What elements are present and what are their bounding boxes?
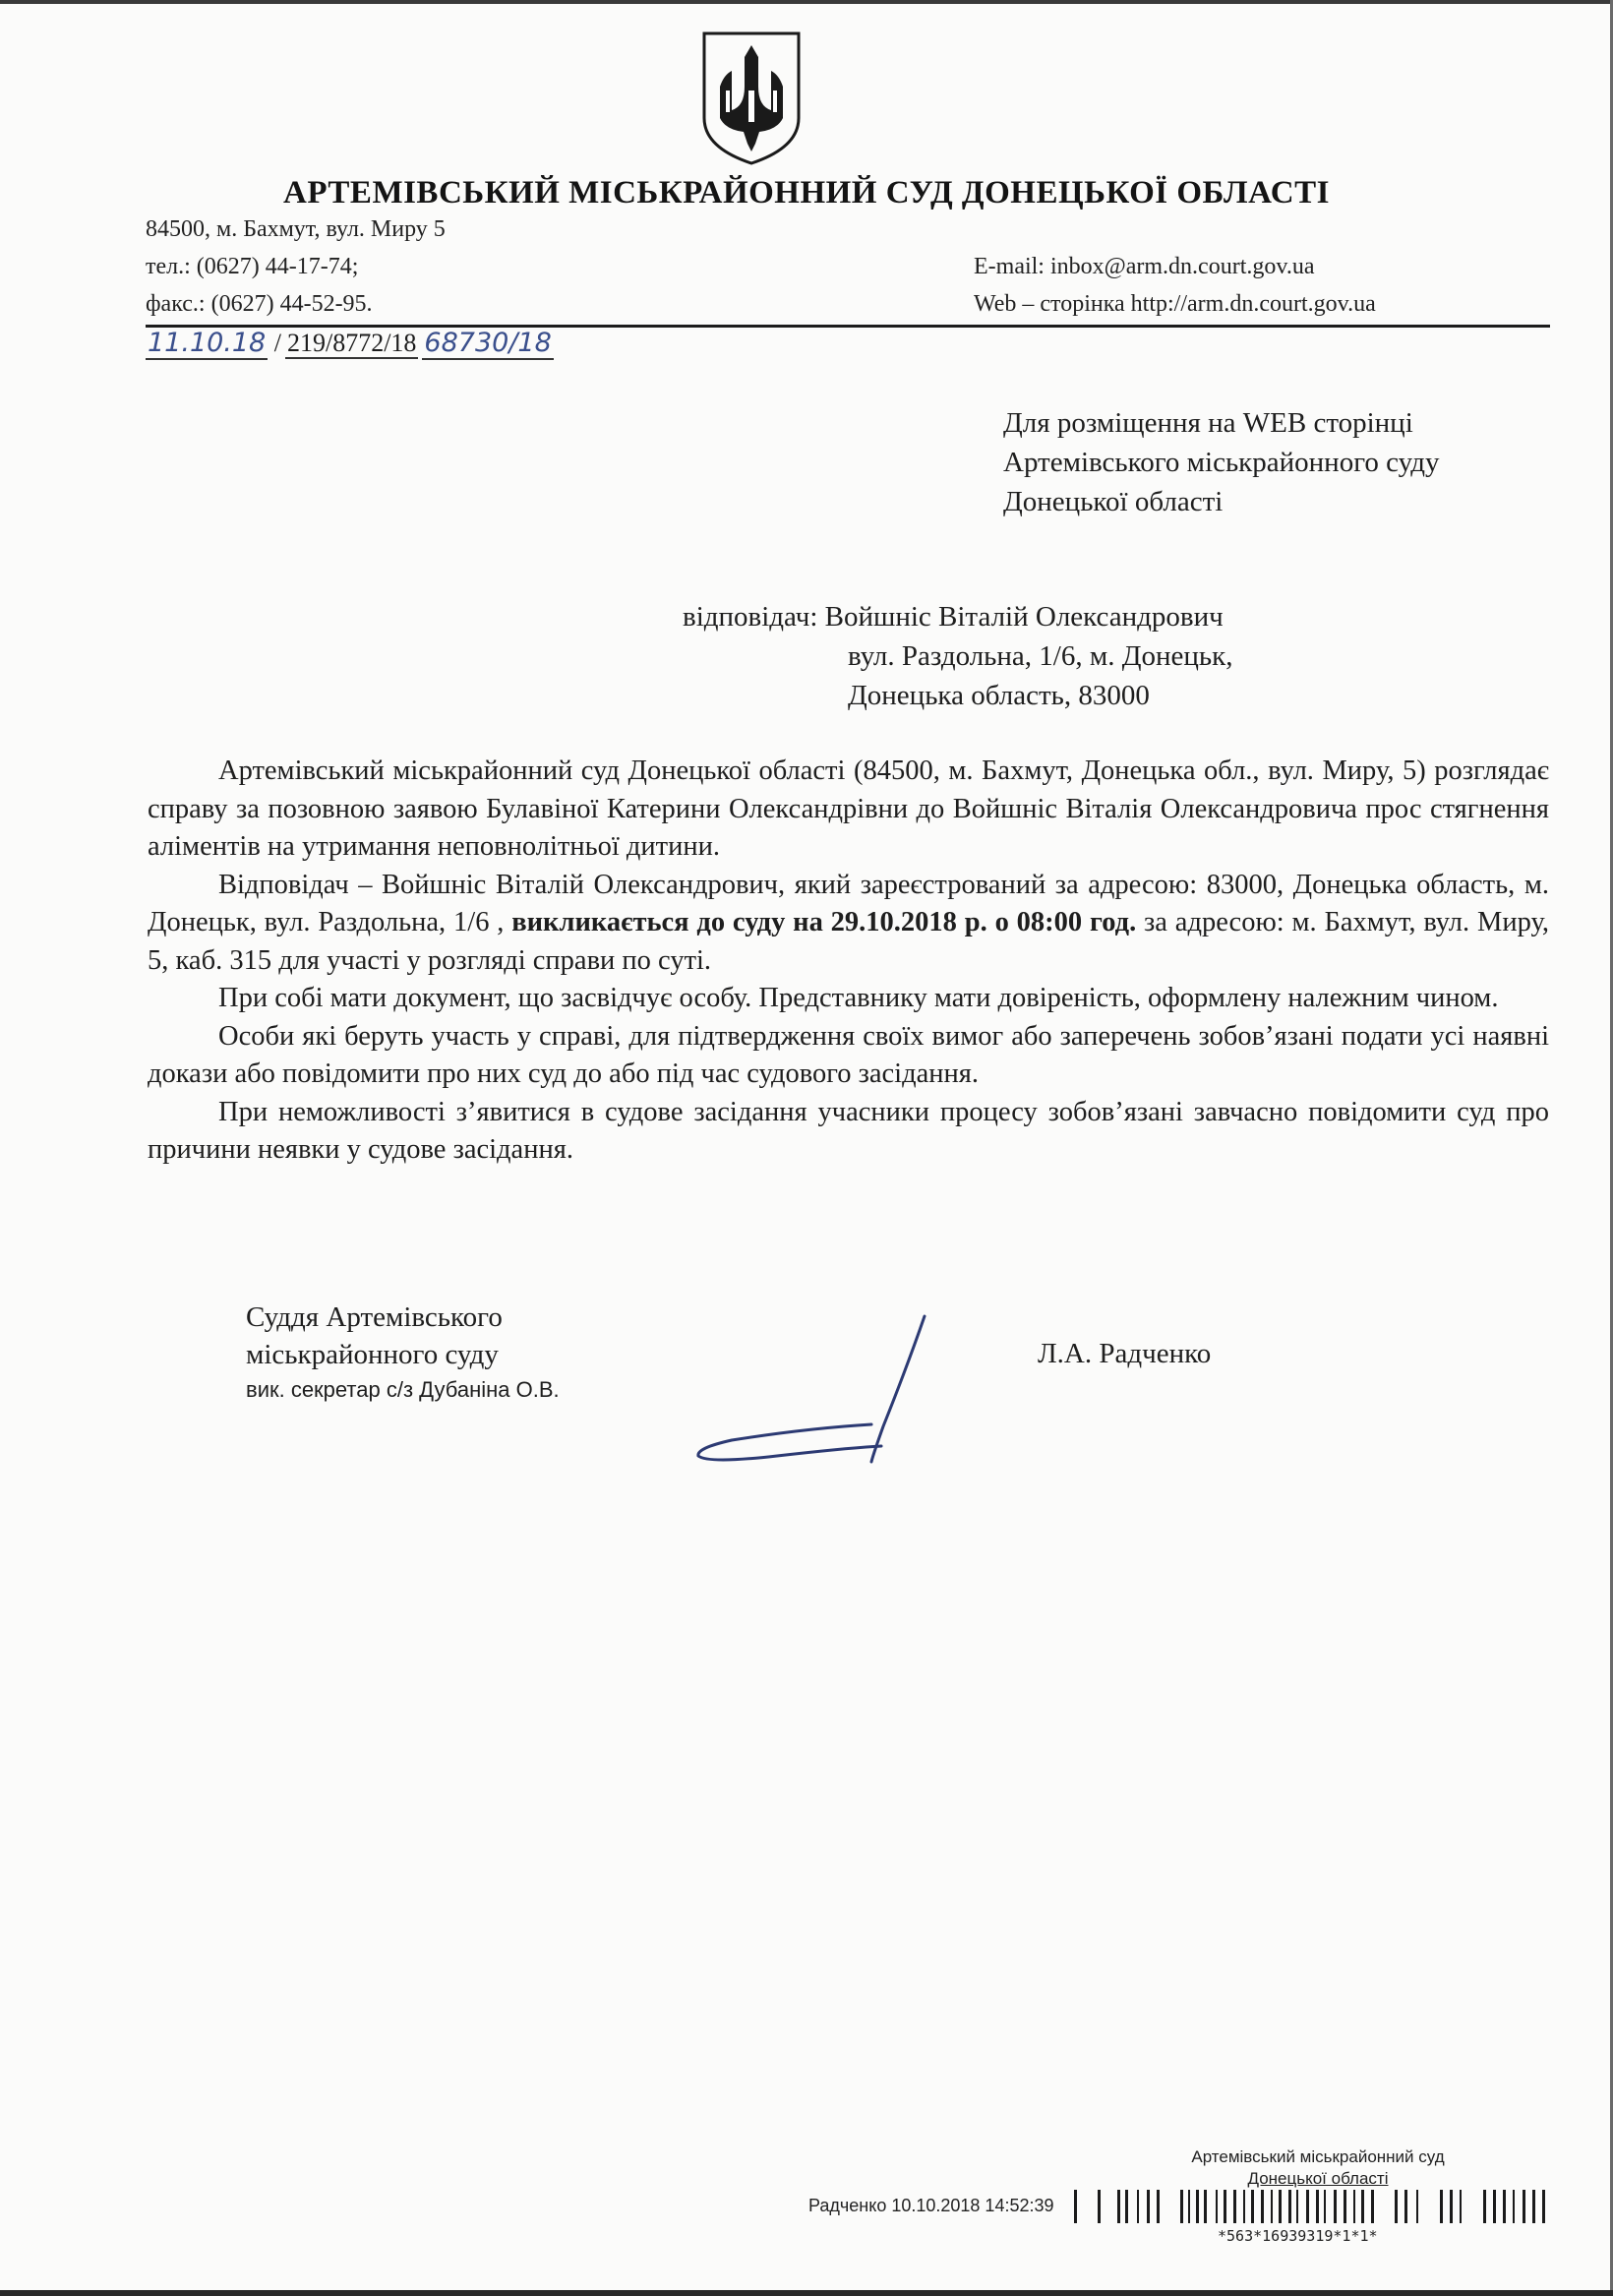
respondent-label: відповідач:	[683, 601, 818, 633]
court-email: E-mail: inbox@arm.dn.court.gov.ua	[974, 254, 1315, 279]
scan-edge-bottom	[0, 2290, 1613, 2296]
court-address: 84500, м. Бахмут, вул. Миру 5	[146, 216, 446, 242]
signer-name: Л.А. Радченко	[1038, 1338, 1212, 1369]
handwritten-signature	[688, 1308, 944, 1476]
placement-line: Для розміщення на WEB сторінці	[1003, 407, 1413, 439]
court-phone: тел.: (0627) 44-17-74;	[146, 254, 359, 279]
court-fax: факс.: (0627) 44-52-95.	[146, 291, 373, 317]
summons-date: викликається до суду на 29.10.2018 р. о 08:00 год.	[511, 907, 1137, 937]
paragraph-absence: При неможливості з’явитися в судове засідання учасники процесу зобов’язані завчасно повідомити суд про причини неявки у судове засідання.	[148, 1096, 1549, 1165]
handwritten-outgoing-number: 68730/18	[424, 328, 552, 358]
reference-line: 11.10.18 / 219/8772/18 68730/18	[148, 328, 552, 358]
respondent-block	[683, 597, 1232, 715]
barcode-number: *563*16939319*1*1*	[1218, 2227, 1378, 2245]
document-stamp: Радченко 10.10.2018 14:52:39	[808, 2196, 1054, 2215]
placement-line: Донецької області	[1003, 486, 1224, 517]
notice-body	[148, 753, 1549, 1170]
secretary-line: вик. секретар с/з Дубаніна О.В.	[246, 1377, 560, 1402]
scan-edge-top	[0, 0, 1613, 4]
placement-line: Артемівського міськрайонного суду	[1003, 447, 1440, 478]
case-number: 219/8772/18	[286, 329, 417, 357]
respondent-street: вул. Раздольна, 1/6, м. Донецьк,	[848, 640, 1233, 672]
handwritten-date: 11.10.18	[148, 328, 267, 358]
paragraph-summons: Відповідач – Войшніс Віталій Олександрович, який зареєстрований за адресою: 83000, Донецька область, м. Донецьк, вул. Раздольна, 1/6 , викликається до суду на 29.10.2018 р. о 08:00 год. за адресою: м. Бахмут, вул. Миру, 5, каб. 315 для участі у розгляді справи по суті.	[148, 869, 1549, 976]
judge-title	[246, 1299, 560, 1407]
court-name: АРТЕМІВСЬКИЙ МІСЬКРАЙОННИЙ СУД ДОНЕЦЬКОЇ ОБЛАСТІ	[283, 175, 1330, 211]
barcode	[1070, 2188, 1552, 2227]
paragraph-documents: При собі мати документ, що засвідчує особу. Представнику мати довіреність, оформлену належним чином.	[218, 983, 1499, 1013]
judge-title-line: міськрайонного суду	[246, 1339, 499, 1370]
placement-note	[1003, 403, 1440, 521]
judge-title-line: Суддя Артемівського	[246, 1301, 503, 1333]
respondent-region: Донецька область, 83000	[848, 680, 1150, 711]
footer-court-name: Артемівський міськрайонний суд Донецької області	[1191, 2147, 1445, 2188]
coat-of-arms-icon	[696, 28, 806, 167]
court-website: Web – сторінка http://arm.dn.court.gov.ua	[974, 291, 1376, 317]
paragraph-case: Артемівський міськрайонний суд Донецької області (84500, м. Бахмут, Донецька обл., вул. Миру, 5) розглядає справу за позовною заявою Булавіної Катерини Олександрівни до Войшніс Віталія Олександровича прос стягнення аліментів на утримання неповнолітньої дитини.	[148, 755, 1549, 862]
respondent-name: Войшніс Віталій Олександрович	[824, 601, 1224, 633]
paragraph-evidence: Особи які беруть участь у справі, для підтвердження своїх вимог або заперечень зобов’язані подати усі наявні докази або повідомити про них суд до або під час судового засідання.	[148, 1020, 1549, 1089]
